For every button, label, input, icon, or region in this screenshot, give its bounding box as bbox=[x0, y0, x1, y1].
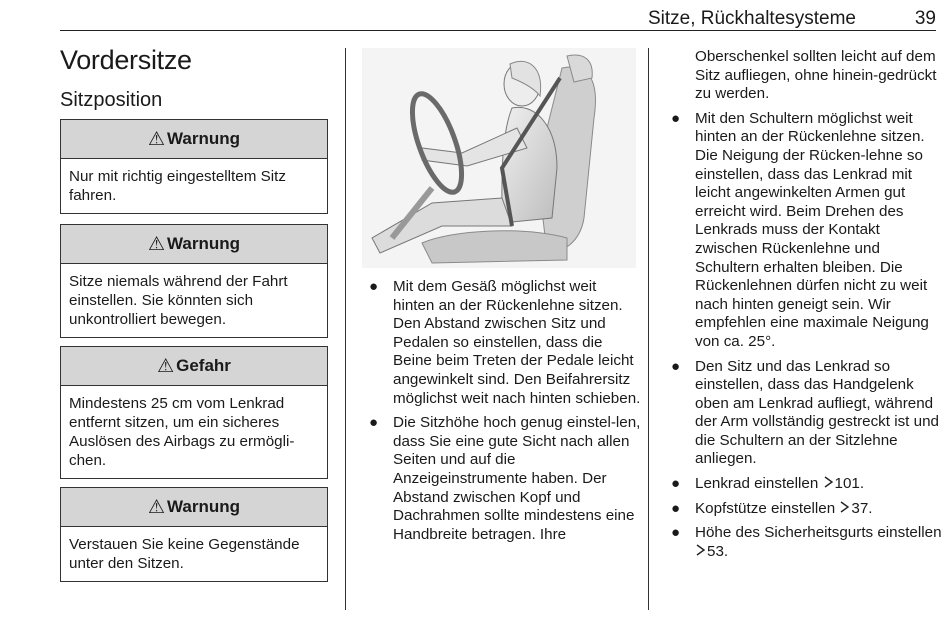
section-title: Sitze, Rückhaltesysteme bbox=[647, 8, 856, 29]
bullet-icon: ● bbox=[671, 357, 681, 375]
reference-page-link[interactable]: 53. bbox=[707, 542, 729, 560]
list-item-text: Den Sitz und das Lenkrad so einstellen, dass das Handgelenk oben am Lenkrad aufliegt, während der Arm vollständig gestreckt ist und die Schultern an der Sitzlehne anliegen. bbox=[695, 357, 939, 468]
page-title: Vordersitze bbox=[60, 45, 192, 75]
danger-header bbox=[61, 347, 327, 386]
middle-column bbox=[365, 278, 641, 550]
warning-label: Warnung bbox=[167, 129, 241, 148]
reference-page-link[interactable]: 37. bbox=[851, 499, 873, 517]
paragraph-continuation: Oberschenkel sollten leicht auf dem Sitz aufliegen, ohne hinein-gedrückt zu werden. bbox=[695, 48, 937, 103]
warning-box bbox=[60, 119, 328, 214]
section-subtitle: Sitzposition bbox=[60, 89, 163, 111]
list-item bbox=[667, 110, 943, 352]
right-column bbox=[667, 48, 943, 567]
seating-position-illustration bbox=[362, 48, 636, 268]
bullet-icon: ● bbox=[369, 414, 379, 432]
warning-label: Warnung bbox=[167, 497, 241, 516]
driver-seat-drawing bbox=[362, 48, 636, 268]
header-rule bbox=[60, 30, 936, 31]
page-reference-arrow-icon bbox=[823, 475, 835, 494]
reference-text: Kopfstütze einstellen bbox=[695, 499, 836, 517]
warning-box bbox=[60, 224, 328, 338]
warning-text: Sitze niemals während der Fahrt einstellen. Sie könnten sich unkontrolliert bewegen. bbox=[69, 273, 288, 328]
warning-text: Nur mit richtig eingestelltem Sitz fahren. bbox=[69, 168, 286, 204]
list-item-text: Die Sitzhöhe hoch genug einstel-len, dass Sie eine gute Sicht nach allen Seiten und auf die Anzeigeinstrumente haben. Der Abstand zwischen Kopf und Dachrahmen sollte mindestens eine Handbreite betragen. Ihre bbox=[393, 414, 641, 543]
warning-box bbox=[60, 487, 328, 582]
reference-text: Lenkrad einstellen bbox=[695, 475, 819, 493]
warning-triangle-icon: ⚠ bbox=[147, 128, 165, 150]
bullet-icon: ● bbox=[369, 278, 379, 295]
warning-triangle-icon: ⚠ bbox=[157, 355, 175, 377]
danger-label: Gefahr bbox=[176, 356, 231, 375]
warning-header bbox=[61, 488, 327, 527]
reference-item bbox=[667, 500, 943, 519]
page-reference-arrow-icon bbox=[695, 543, 707, 562]
list-item bbox=[365, 414, 641, 544]
column-divider bbox=[345, 48, 346, 610]
list-item-text: Mit den Schultern möglichst weit hinten an der Rückenlehne sitzen. Die Neigung der Rücken-lehne so einstellen, dass das Lenkrad mit leicht angewinkelten Armen gut erreicht wird. Beim Drehen des Lenkrads muss der Kontakt zwischen Rückenlehne und Schultern erhalten bleiben. Die Rückenlehnen dürfen nicht zu weit nach hinten geneigt sein. Wir empfehlen eine maximale Neigung von ca. 25°. bbox=[695, 109, 929, 350]
page-header bbox=[0, 0, 950, 32]
reference-page-link[interactable]: 101. bbox=[834, 475, 865, 493]
warning-triangle-icon: ⚠ bbox=[147, 233, 165, 255]
reference-item bbox=[667, 524, 943, 561]
list-item-text: Mit dem Gesäß möglichst weit hinten an der Rückenlehne sitzen. Den Abstand zwischen Sitz und Pedalen so einstellen, dass die Beine beim Treten der Pedale leicht angewinkelt sind. Den Beifahrersitz möglichst weit nach hinten schieben. bbox=[393, 278, 641, 407]
column-divider bbox=[648, 48, 649, 610]
bullet-icon: ● bbox=[671, 524, 681, 542]
warning-triangle-icon: ⚠ bbox=[147, 496, 165, 518]
list-item bbox=[365, 278, 641, 408]
danger-box bbox=[60, 346, 328, 479]
reference-text: Höhe des Sicherheitsgurts einstellen bbox=[695, 524, 942, 542]
bullet-icon: ● bbox=[671, 109, 681, 127]
page-number: 39 bbox=[914, 8, 936, 29]
warning-header bbox=[61, 120, 327, 159]
danger-text: Mindestens 25 cm vom Lenkrad entfernt sitzen, um ein sicheres Auslösen des Airbags zu ermögli-chen. bbox=[69, 395, 295, 469]
warning-text: Verstauen Sie keine Gegenstände unter den Sitzen. bbox=[69, 536, 300, 572]
page-reference-arrow-icon bbox=[839, 500, 851, 519]
warning-header bbox=[61, 225, 327, 264]
bullet-icon: ● bbox=[671, 499, 681, 517]
warning-label: Warnung bbox=[167, 234, 241, 253]
reference-item bbox=[667, 475, 943, 494]
list-item bbox=[667, 358, 943, 470]
bullet-icon: ● bbox=[671, 475, 681, 493]
